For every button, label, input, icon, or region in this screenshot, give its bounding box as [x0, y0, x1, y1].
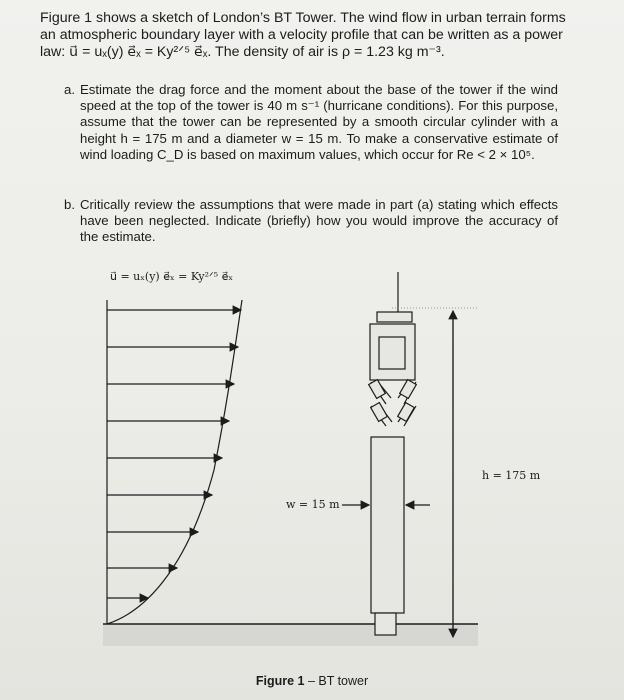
tower-dish — [400, 380, 417, 399]
figure-caption-title: – BT tower — [304, 674, 369, 688]
velocity-profile-label: u⃗ = uₓ(y) e⃗ₓ = Ky²ᐟ⁵ e⃗ₓ — [110, 270, 233, 283]
tower-pod-window — [379, 337, 405, 369]
ground — [103, 624, 478, 646]
intro-line-2: an atmospheric boundary layer with a velocity profile that can be written as a power — [40, 27, 563, 43]
velocity-arrows — [107, 310, 241, 598]
tower-shaft — [371, 437, 404, 613]
intro-line-1: Figure 1 shows a sketch of London’s BT Tower. The wind flow in urban terrain forms — [40, 10, 566, 26]
figure-caption-number: Figure 1 — [255, 674, 305, 688]
part-a-label: a. — [64, 82, 75, 97]
tower-top-cap — [377, 312, 412, 322]
height-label: h = 175 m — [482, 469, 541, 482]
velocity-profile-curve — [107, 300, 242, 624]
part-a-text: Estimate the drag force and the moment about the base of the tower if the wind speed at the top of the tower is 40 m s⁻¹ (hurricane conditions). For this purpose, assume that the tower can be represented by a smooth circular cylinder with a height h = 175 m and a diameter w = 15 m. To make a conservative estimate of wind loading C_D is based on maximum values, which occur for Re < 2 × 10⁵. — [80, 82, 558, 162]
intro-line-3: law: u⃗ = uₓ(y) e⃗ₓ = Ky²ᐟ⁵ e⃗ₓ. The density of air is ρ = 1.23 kg m⁻³. — [40, 44, 445, 60]
part-b-label: b. — [64, 197, 75, 212]
figure-caption — [0, 674, 624, 688]
tower-base — [375, 613, 396, 635]
width-label: w = 15 m — [286, 498, 340, 511]
tower-dish — [371, 403, 388, 422]
tower — [369, 272, 417, 635]
part-b-text: Critically review the assumptions that were made in part (a) stating which effects have been neglected. Indicate (briefly) how you would improve the accuracy of the estimate. — [80, 197, 558, 245]
